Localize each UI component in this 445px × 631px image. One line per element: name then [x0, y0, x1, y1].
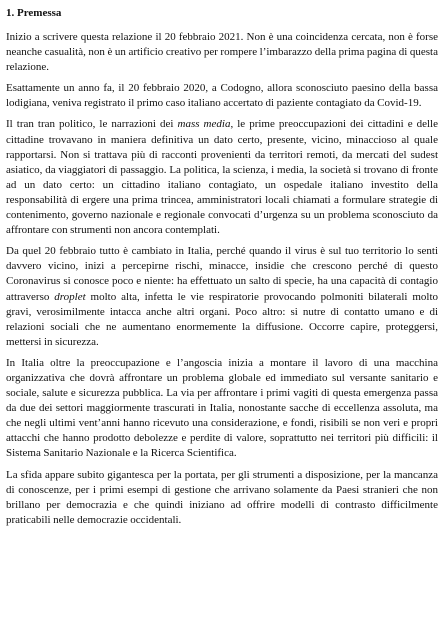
paragraph-1: Inizio a scrivere questa relazione il 20 febbraio 2021. Non è una coincidenza cercata, non è forse neanche casualità, non è un artificio creativo per rompere l’imbarazzo della prima pagina di questa relazione.	[6, 31, 438, 74]
paragraph-3-text-start: Il tran tran politico, le narrazioni dei	[6, 118, 178, 131]
paragraph-3	[6, 117, 438, 238]
paragraph-6: La sfida appare subito gigantesca per la portata, per gli strumenti a disposizione, per la mancanza di conoscenze, per i primi esempi di gestione che arrivano solamente da Paesi stranieri che non brillano per democrazia e che quindi iniziano ad offrire modelli di contrasto difficilmente praticabili nelle democrazie occidentali.	[6, 468, 438, 526]
paragraph-4	[6, 244, 438, 350]
paragraph-4-text-end: molto alta, infetta le vie respiratorie provocando polmoniti bilaterali molto gravi, verosimilmente intacca anche altri organi. Poco altro: si nutre di contatto umano e di relazioni sociali che ne aumentano enormemente la diffusione. Occorre capire, proteggersi, mettersi in sicurezza.	[6, 290, 439, 348]
italic-term-droplet: droplet	[54, 290, 86, 303]
paragraph-5: In Italia oltre la preoccupazione e l’angoscia inizia a montare il lavoro di una macchina organizzativa che dovrà affrontare un problema globale ed immediato sul versante sanitario e sociale, salute e sicurezza pubblica. La via per affrontare i primi vagiti di questa emergenza passa da due dei settori maggiormente trascurati in Italia, nonostante sacche di eccellenza assoluta, ma che negli ultimi vent’anni hanno ricevuto una considerazione, e fondi, risibili se non veri e propri attacchi che hanno prodotto debolezze e perdite di valore, soprattutto nei territori più difficili: il Sistema Sanitario Nazionale e la Ricerca Scientifica.	[6, 356, 438, 460]
paragraph-2: Esattamente un anno fa, il 20 febbraio 2020, a Codogno, allora sconosciuto paesino della bassa lodigiana, veniva registrato il primo caso italiano accertato di paziente contagiato da Covid-19.	[6, 82, 438, 110]
paragraph-3-text-end: , le prime preoccupazioni dei cittadini e delle cittadine trovavano in maniera definitiva un dato certo, presente, vicino, minaccioso al quale rapportarsi. Non si trattava più di racconti provenienti da territori remoti, da mercati del sudest asiatico, da viaggiatori di passaggio. La politica, la scienza, i media, la società si trovano di fronte ad un dato certo: un cittadino italiano contagiato, un ospedale italiano investito della responsabilità di ergere una prima trincea, amministratori locali chiamati a formulare strategie di contenimento, governo nazionale e regionale convocati d’urgenza su un problema sconosciuto da affrontare con strumenti non ancora contemplati.	[6, 118, 438, 237]
section-heading: 1. Premessa	[6, 7, 62, 19]
paragraph-4-text-start: Da quel 20 febbraio tutto è cambiato in Italia, perché quando il virus è sul tuo territorio lo senti davvero vicino, inizi a percepirne rischi, minacce, insidie che crescono perché di questo Coronavirus si conosce poco e niente: ha effettuato un salto di specie, ha una capacità di contagio attraverso	[6, 245, 438, 303]
document-page	[6, 6, 438, 534]
italic-term-mass-media: mass media	[177, 118, 231, 131]
